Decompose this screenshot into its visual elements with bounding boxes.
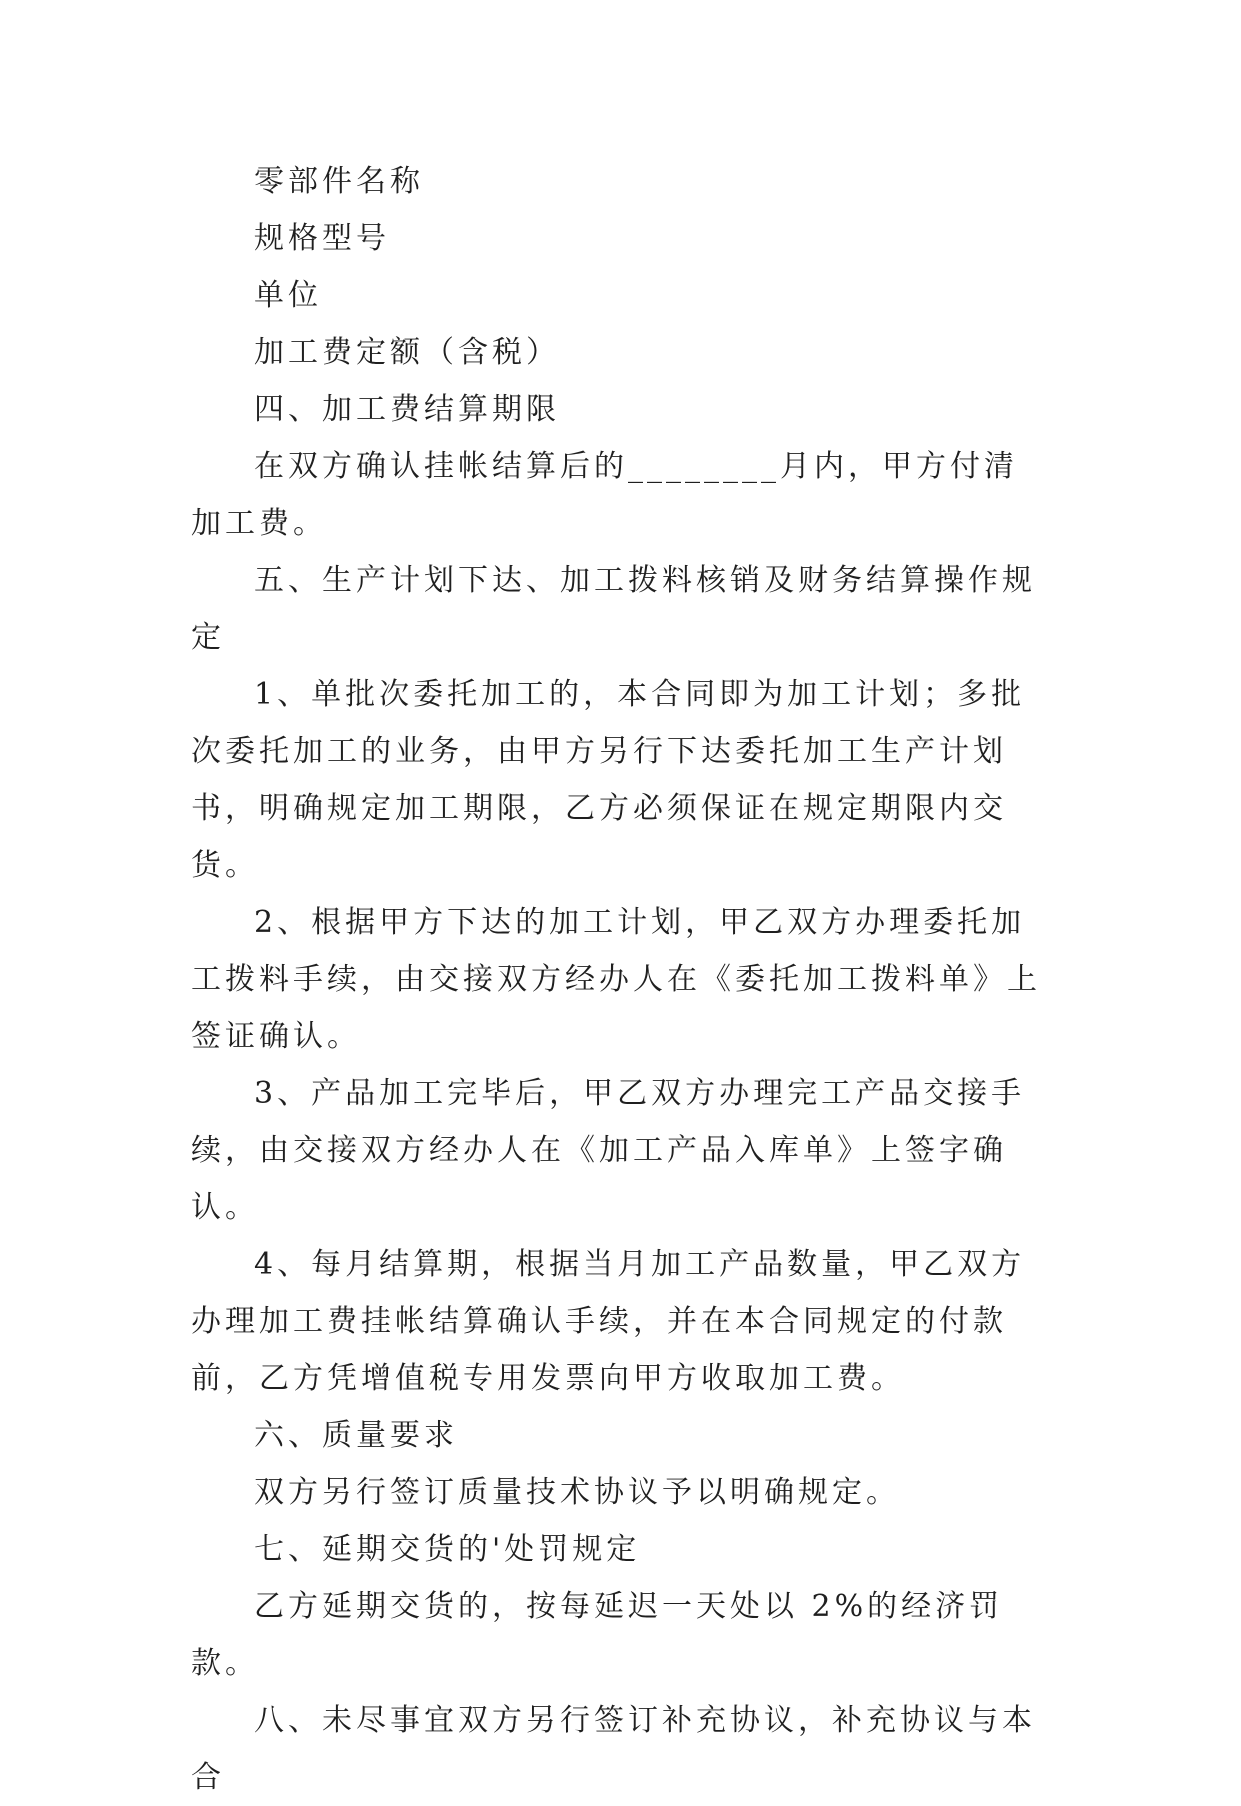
- section-heading-5: 五、生产计划下达、加工拨料核销及财务结算操作规定: [191, 563, 1036, 655]
- field-label-spec-model: 规格型号: [254, 221, 390, 256]
- clause-5-4: 4、每月结算期，根据当月加工产品数量，甲乙双方办理加工费挂帐结算确认手续，并在本合同规定的付款前，乙方凭增值税专用发票向甲方收取加工费。: [191, 1247, 1026, 1396]
- field-label-unit: 单位: [254, 278, 322, 313]
- section-heading-8: 八、未尽事宜双方另行签订补充协议，补充协议与本合: [191, 1703, 1036, 1795]
- paragraph-quality: 双方另行签订质量技术协议予以明确规定。: [254, 1475, 900, 1510]
- section-heading-6: 六、质量要求: [254, 1418, 458, 1453]
- field-label-part-name: 零部件名称: [254, 164, 424, 199]
- clause-5-2: 2、根据甲方下达的加工计划，甲乙双方办理委托加工拨料手续，由交接双方经办人在《委托加工拨料单》上签证确认。: [191, 905, 1041, 1054]
- paragraph-late-penalty: 乙方延期交货的，按每延迟一天处以 2%的经济罚款。: [191, 1589, 1004, 1681]
- section-heading-4: 四、加工费结算期限: [254, 392, 560, 427]
- clause-5-1: 1、单批次委托加工的，本合同即为加工计划；多批次委托加工的业务，由甲方另行下达委托加工生产计划书，明确规定加工期限，乙方必须保证在规定期限内交货。: [191, 677, 1026, 883]
- document-body: [191, 153, 1051, 1806]
- clause-5-3: 3、产品加工完毕后，甲乙双方办理完工产品交接手续，由交接双方经办人在《加工产品入库单》上签字确认。: [191, 1076, 1026, 1225]
- paragraph-settlement-term: 在双方确认挂帐结算后的________月内，甲方付清加工费。: [191, 449, 1018, 541]
- section-heading-7: 七、延期交货的'处罚规定: [254, 1532, 641, 1567]
- field-label-processing-fee: 加工费定额（含税）: [254, 335, 560, 370]
